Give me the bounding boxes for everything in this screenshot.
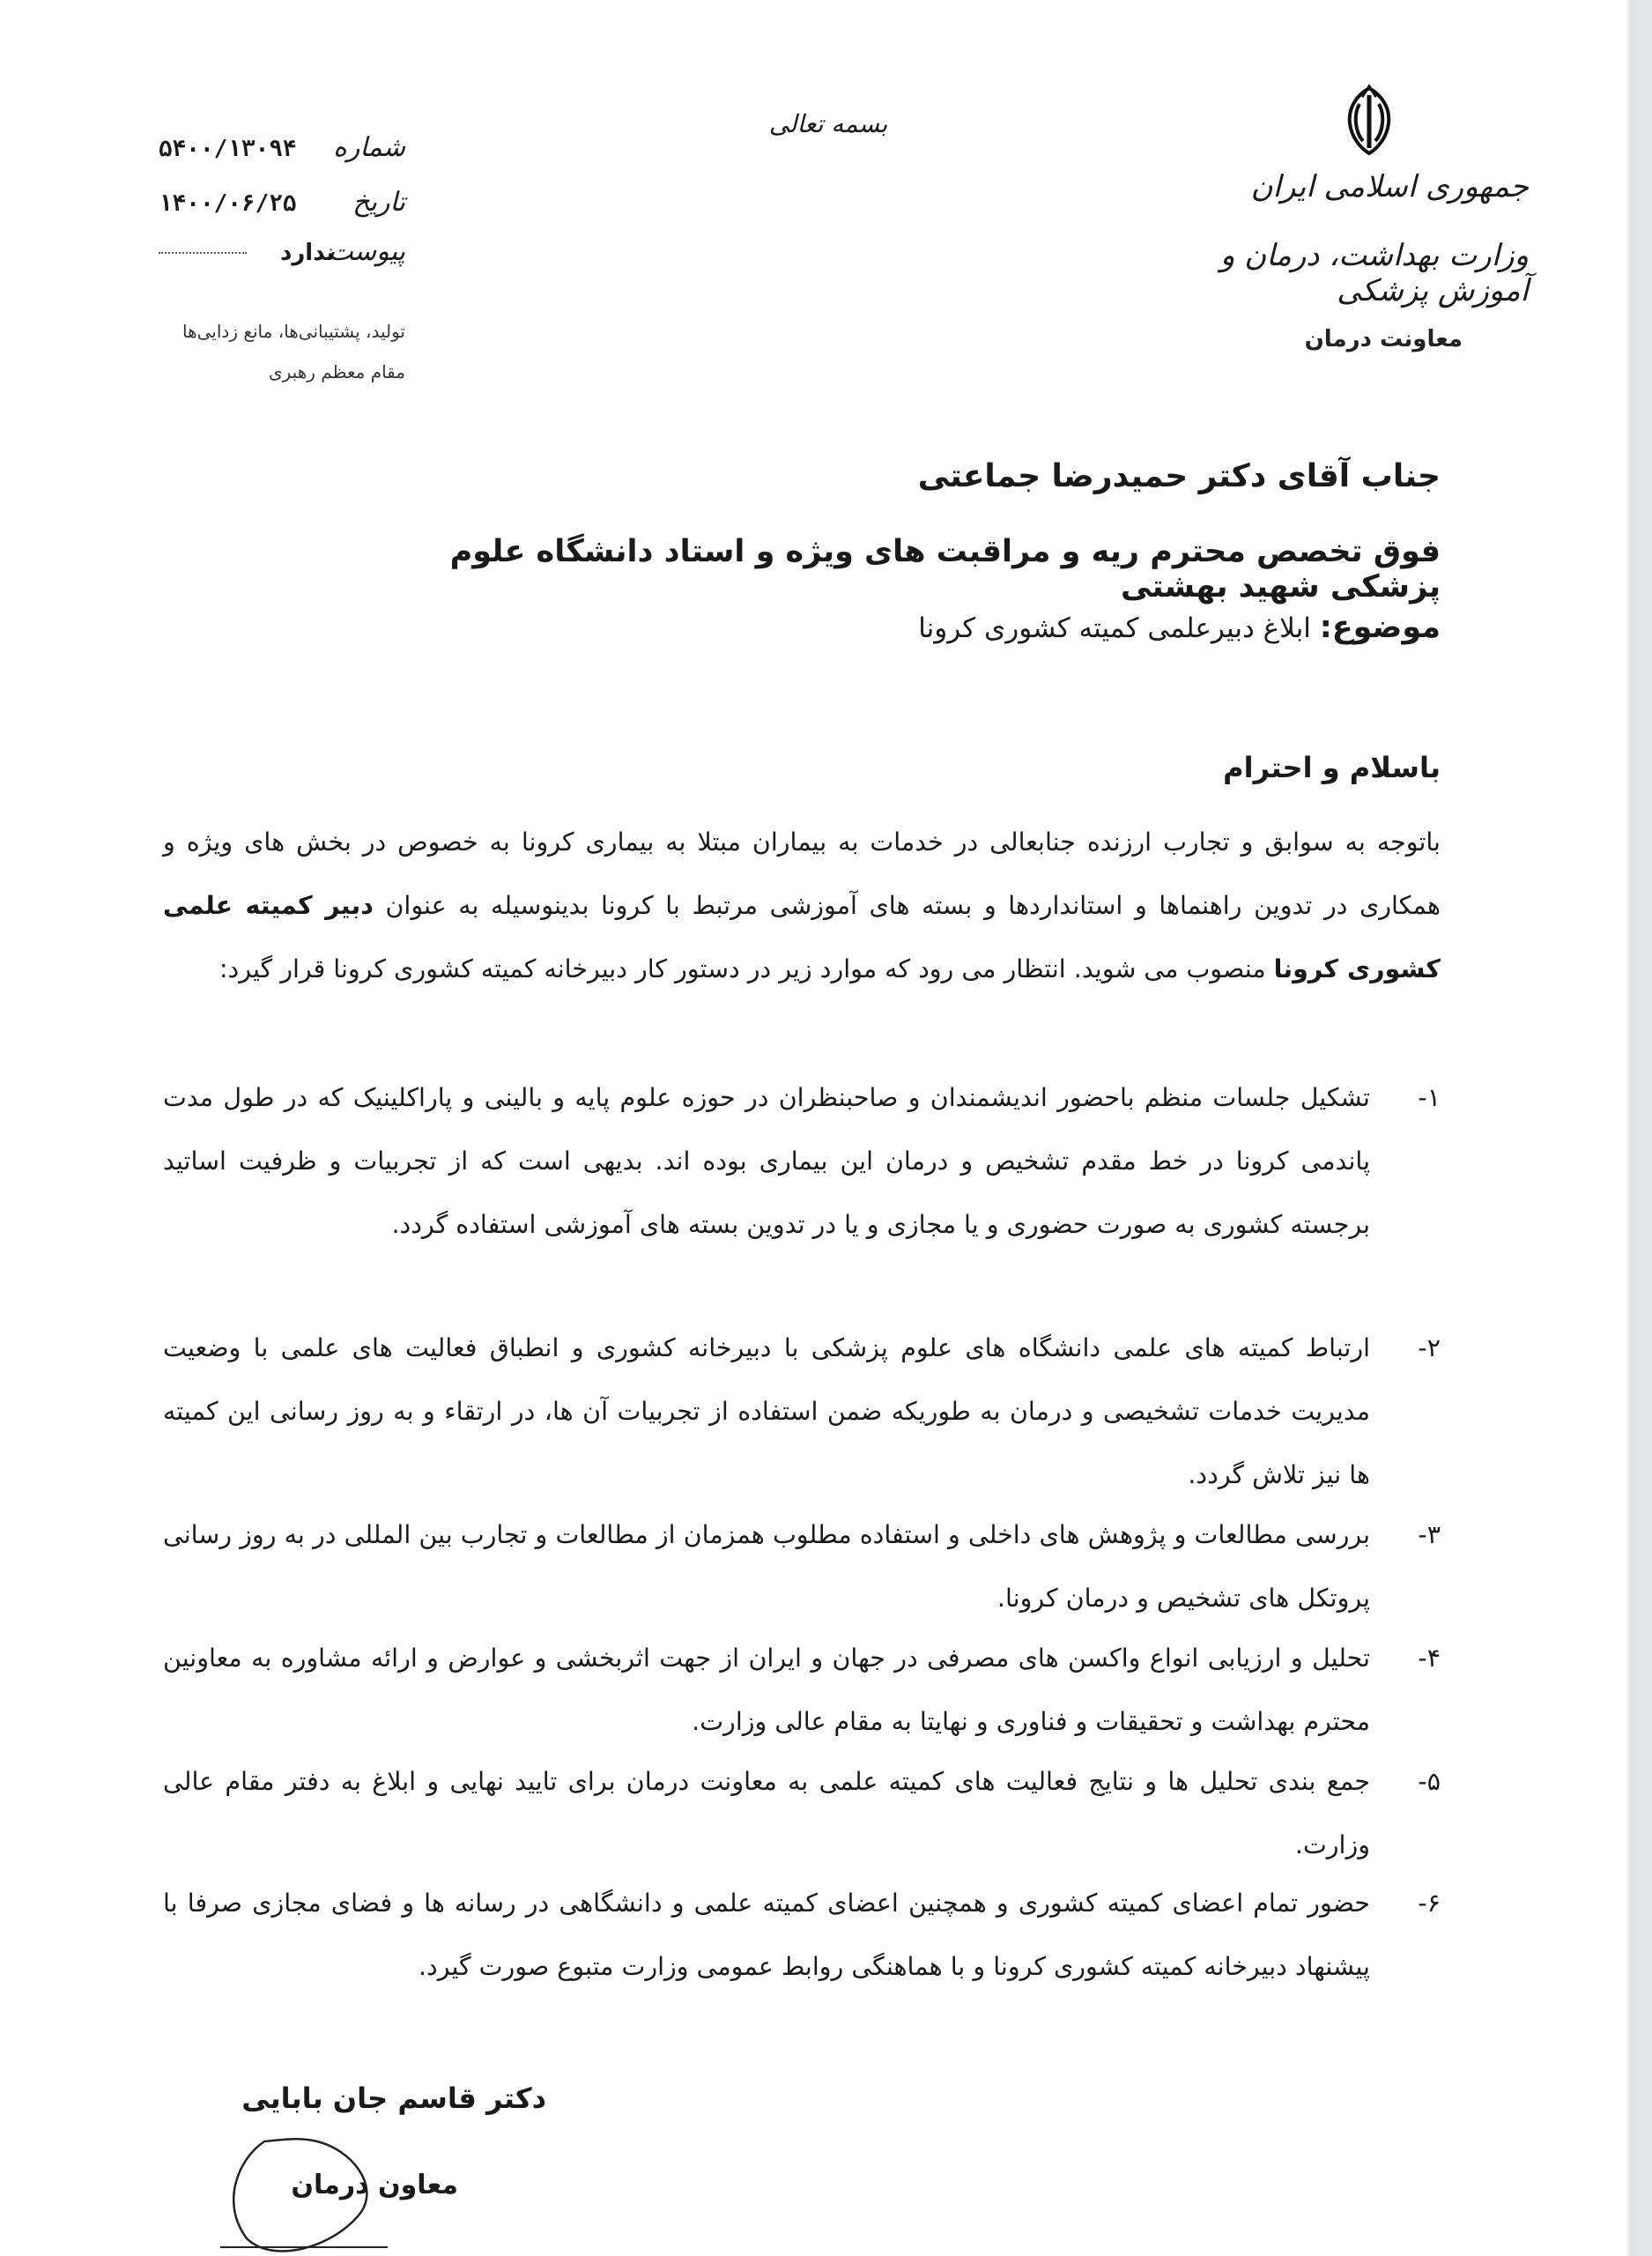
slogan-line1: تولید، پشتیبانی‌ها، مانع زدایی‌ها [181, 321, 405, 342]
list-item-text: بررسی مطالعات و پژوهش های داخلی و استفاده مطلوب همزمان از مطالعات و تجارب بین المللی در به روز رسانی پروتکل های تشخیص و درمان کرونا. [163, 1520, 1370, 1613]
intro-text-1: باتوجه به سوابق و تجارب ارزنده جنابعالی در خدمات به بیماران مبتلا به بیماری کرونا به خصوص در بخش های ویژه و همکاری در تدوین راهنماها و استانداردها و بسته های آموزشی مرتبط با کرونا بدینوسیله به عنوان [163, 827, 1441, 920]
letterhead-ministry: وزارت بهداشت، درمان و آموزش پزشکی [1220, 238, 1529, 308]
meta-date-label: تاریخ [352, 187, 405, 218]
signature-title: معاون درمان [291, 2170, 458, 2200]
addressee-title: فوق تخصص محترم ریه و مراقبت های ویژه و استاد دانشگاه علوم پزشکی شهید بهشتی [449, 534, 1441, 605]
subject-text: ابلاغ دبیرعلمی کمیته کشوری کرونا [918, 612, 1311, 644]
list-item-number: ۴- [1418, 1644, 1441, 1673]
meta-attachment-label: پیوست [328, 236, 405, 267]
list-item-text: جمع بندی تحلیل ها و نتایج فعالیت های کمیته علمی به معاونت درمان برای تایید نهایی و ابلاغ به دفتر مقام عالی وزارت. [163, 1767, 1370, 1859]
bismillah-heading: بسمه تعالی [768, 109, 888, 138]
subject-label: موضوع: [1319, 610, 1441, 645]
meta-date-value: ۱۴۰۰/۰۶/۲۵ [159, 190, 297, 217]
greeting: باسلام و احترام [1223, 751, 1441, 784]
letterhead-department: معاونت درمان [1304, 326, 1463, 352]
list-item-text: حضور تمام اعضای کمیته کشوری و همچنین اعضای کمیته علمی و دانشگاهی در رسانه ها و فضای مجازی صرفا با پیشنهاد دبیرخانه کمیته کشوری کرونا و با هماهنگی روابط عمومی وزارت متبوع صورت گیرد. [163, 1889, 1370, 1981]
meta-date-row [159, 187, 405, 227]
page-right-edge-shadow [1626, 0, 1629, 2256]
list-item-number: ۱- [1418, 1083, 1441, 1112]
list-item-text: تحلیل و ارزیابی انواع واکسن های مصرفی در جهان و ایران از جهت اثربخشی و عوارض و ارائه مشاوره به معاونین محترم بهداشت و تحقیقات و فناوری و نهایتا به مقام عالی وزارت. [163, 1644, 1370, 1736]
slogan-line2: مقام معظم رهبری [268, 361, 405, 382]
list-item-number: ۵- [1418, 1767, 1441, 1796]
list-item-number: ۶- [1418, 1889, 1441, 1918]
iran-emblem-icon [1336, 83, 1403, 157]
list-item-number: ۳- [1418, 1520, 1441, 1549]
intro-text-bold: دبیر کمیته علمی کشوری کرونا [163, 891, 1441, 983]
meta-number-row [159, 132, 405, 173]
intro-text-2: منصوب می شوید. انتظار می رود که موارد زیر در دستور کار دبیرخانه کمیته کشوری کرونا قرار گیرد: [219, 954, 1266, 983]
addressee: جناب آقای دکتر حمیدرضا جماعتی [917, 458, 1441, 494]
list-item-text: ارتباط کمیته های علمی دانشگاه های علوم پزشکی با دبیرخانه کشوری و انطباق فعالیت های علمی با وضعیت مدیریت خدمات تشخیصی و درمان به طوریکه ضمن استفاده از تجربیات آن ها، در ارتقاء و به روز رسانی این کمیته ها نیز تلاش گردد. [163, 1333, 1370, 1489]
signature-name: دکتر قاسم جان بابایی [241, 2082, 546, 2115]
list-item-text: تشکیل جلسات منظم باحضور اندیشمندان و صاحبنظران در حوزه علوم پایه و بالینی و پاراکلینیک که در طول مدت پاندمی کرونا در خط مقدم تشخیص و درمان این بیماری بوده اند. بدیهی است که از تجربیات و ظرفیت اساتید برجسته کشوری به صورت حضوری و یا مجازی و یا در تدوین بسته های آموزشی استفاده گردد. [163, 1083, 1370, 1239]
letterhead-country: جمهوری اسلامی ایران [1250, 169, 1529, 204]
intro-paragraph [163, 811, 1441, 1001]
meta-attachment-row [159, 236, 405, 277]
subject-line [335, 610, 1441, 645]
meta-attachment-dots [159, 252, 247, 254]
meta-number-label: شماره [333, 132, 405, 163]
list-item-number: ۲- [1418, 1333, 1441, 1362]
meta-number-value: ۵۴۰۰/۱۳۰۹۴ [159, 136, 297, 162]
meta-attachment-value: ندارد [279, 240, 335, 266]
page-right-edge [1629, 0, 1652, 2256]
